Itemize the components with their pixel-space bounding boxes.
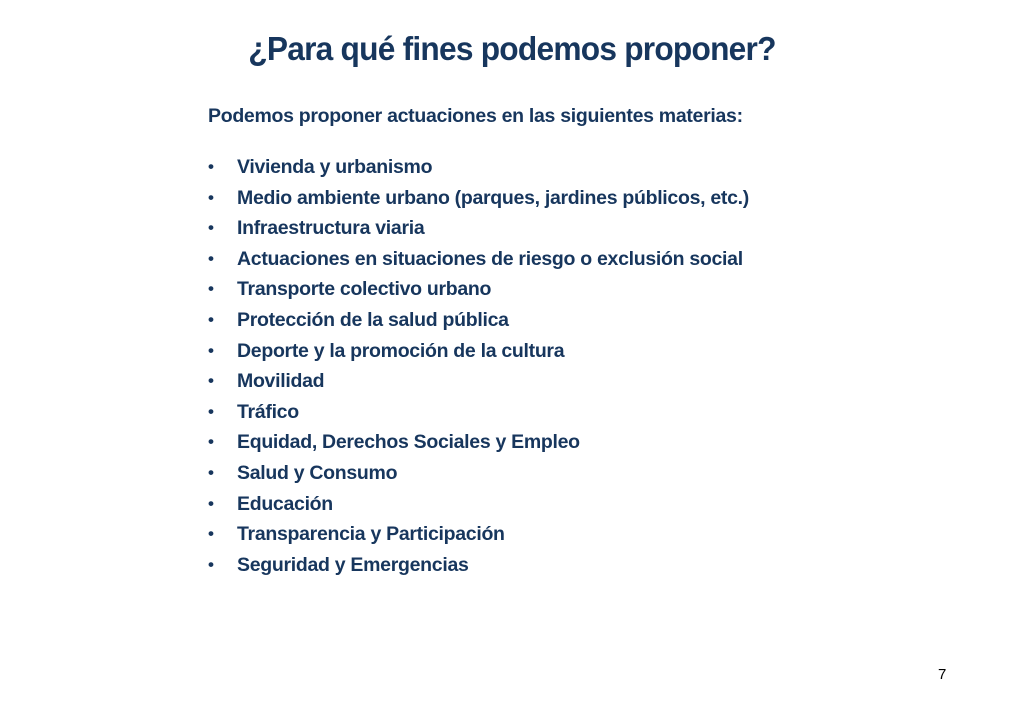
page-number: 7 bbox=[938, 666, 947, 683]
bullet-dot: • bbox=[208, 248, 214, 268]
bullet-dot: • bbox=[208, 493, 214, 513]
bullet-text: Seguridad y Emergencias bbox=[237, 553, 469, 576]
bullet-text: Actuaciones en situaciones de riesgo o exclusión social bbox=[237, 247, 743, 270]
bullet-text: Equidad, Derechos Sociales y Empleo bbox=[237, 431, 580, 454]
bullet-text: Movilidad bbox=[237, 370, 325, 393]
bullet-dot: • bbox=[208, 462, 214, 482]
bullet-text: Deporte y la promoción de la cultura bbox=[237, 339, 565, 362]
intro-text: Podemos proponer actuaciones en las siguientes materias: bbox=[208, 105, 743, 127]
bullet-dot: • bbox=[208, 309, 214, 329]
bullet-dot: • bbox=[208, 371, 214, 391]
bullet-dot: • bbox=[208, 401, 214, 421]
bullet-text: Infraestructura viaria bbox=[237, 217, 425, 240]
bullet-text: Vivienda y urbanismo bbox=[237, 156, 433, 178]
bullet-text: Protección de la salud pública bbox=[237, 308, 509, 331]
bullet-text: Transparencia y Participación bbox=[237, 523, 505, 546]
bullet-dot: • bbox=[208, 157, 214, 176]
bullet-dot: • bbox=[208, 187, 214, 207]
bullet-dot: • bbox=[208, 340, 214, 360]
bullet-dot: • bbox=[208, 432, 214, 452]
bullet-text: Salud y Consumo bbox=[237, 461, 398, 484]
bullet-dot: • bbox=[208, 524, 214, 544]
bullet-text: Educación bbox=[237, 492, 333, 515]
bullet-dot: • bbox=[208, 554, 214, 574]
bullet-text: Medio ambiente urbano (parques, jardines públicos, etc.) bbox=[237, 186, 749, 209]
bullet-text: Tráfico bbox=[237, 400, 299, 423]
bullet-text: Transporte colectivo urbano bbox=[237, 278, 492, 301]
bullet-dot: • bbox=[208, 218, 214, 238]
slide-title: ¿Para qué fines podemos proponer? bbox=[248, 30, 776, 67]
bullet-dot: • bbox=[208, 279, 214, 299]
